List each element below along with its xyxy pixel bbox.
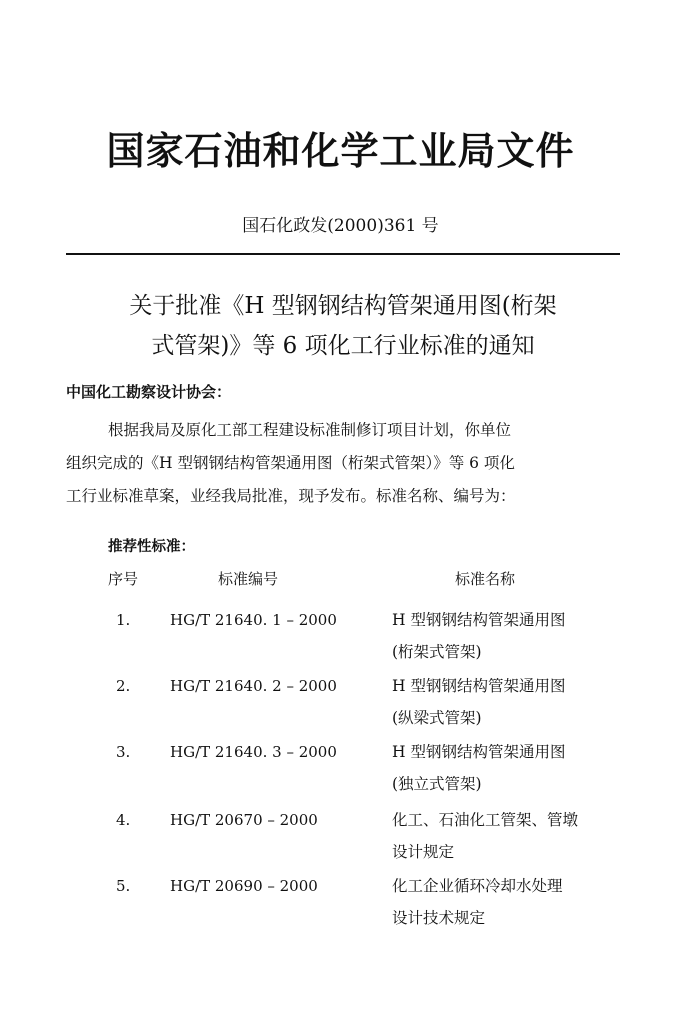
column-header-name: 标准名称 (455, 570, 516, 588)
standard-name-line-1: H 型钢钢结构管架通用图 (392, 677, 566, 695)
standard-name (392, 604, 622, 668)
standard-seq: 5. (116, 877, 131, 895)
section-label-recommended-standards: 推荐性标准： (108, 539, 195, 555)
body-text-line-2: 组织完成的《H 型钢钢结构管架通用图（桁架式管架）》等 6 项化 (66, 454, 515, 472)
standard-code: HG/T 21640. 1 – 2000 (170, 611, 337, 629)
column-header-code: 标准编号 (218, 570, 279, 588)
standard-name-line-1: H 型钢钢结构管架通用图 (392, 611, 566, 629)
body-text-line-3: 工行业标准草案，业经我局批准，现予发布。标准名称、编号为： (66, 487, 516, 505)
document-number: 国石化政发(2000)361 号 (242, 216, 439, 236)
standard-seq: 4. (116, 811, 131, 829)
standard-name-line-1: 化工企业循环冷却水处理 (392, 877, 563, 895)
standard-name (392, 736, 622, 800)
body-text-line-1: 根据我局及原化工部工程建设标准制修订项目计划，你单位 (108, 421, 512, 439)
notice-title-line-1: 关于批准《H 型钢钢结构管架通用图(桁架 (129, 293, 557, 319)
standard-seq: 3. (116, 743, 131, 761)
standard-row (0, 804, 681, 870)
standard-code: HG/T 21640. 2 – 2000 (170, 677, 337, 695)
standard-seq: 1. (116, 611, 131, 629)
standard-name-line-2: 设计规定 (392, 843, 455, 861)
standard-name-line-2: (独立式管架) (392, 775, 482, 793)
standard-row (0, 670, 681, 736)
standard-name-line-1: 化工、石油化工管架、管墩 (392, 811, 579, 829)
notice-title-line-2: 式管架)》等 6 项化工行业标准的通知 (151, 333, 535, 359)
standard-row (0, 736, 681, 802)
standard-row (0, 604, 681, 670)
standard-seq: 2. (116, 677, 131, 695)
notice-title (60, 286, 626, 366)
standard-name (392, 804, 622, 868)
header-divider (66, 253, 620, 255)
standard-name (392, 870, 622, 934)
standard-name-line-2: (纵梁式管架) (392, 709, 482, 727)
standard-code: HG/T 21640. 3 – 2000 (170, 743, 337, 761)
standard-row (0, 870, 681, 936)
document-title: 国家石油和化学工业局文件 (106, 129, 575, 173)
standard-name (392, 670, 622, 734)
standard-code: HG/T 20690 – 2000 (170, 877, 318, 895)
column-header-seq: 序号 (108, 570, 139, 588)
standard-name-line-2: 设计技术规定 (392, 909, 486, 927)
standard-name-line-2: (桁架式管架) (392, 643, 482, 661)
standard-name-line-1: H 型钢钢结构管架通用图 (392, 743, 566, 761)
standard-code: HG/T 20670 – 2000 (170, 811, 318, 829)
addressee: 中国化工勘察设计协会： (66, 383, 232, 401)
